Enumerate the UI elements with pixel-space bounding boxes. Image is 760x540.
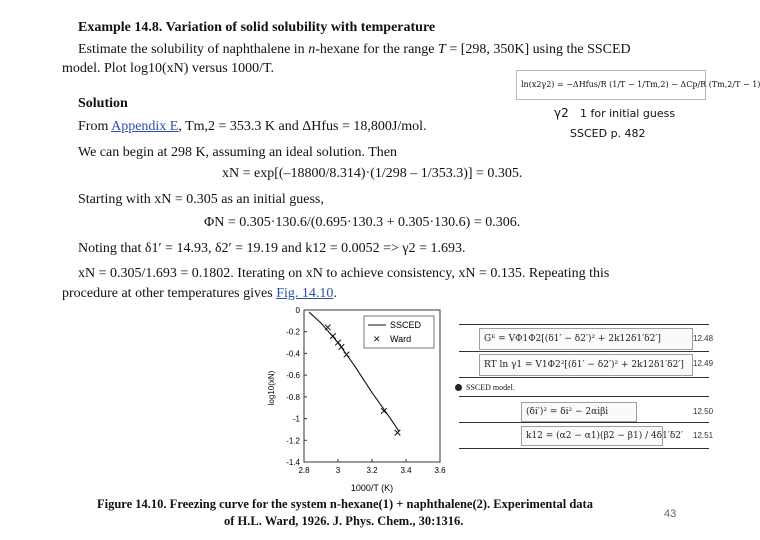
- x-tick-label: 3.6: [434, 466, 446, 475]
- legend-ssced-label: SSCED: [390, 320, 422, 330]
- phi-equation: ΦN = 0.305·130.6/(0.695·130.3 + 0.305·130.6) = 0.306.: [204, 215, 521, 230]
- from-text-a: From: [78, 119, 112, 134]
- solubility-equation-box: [516, 70, 760, 100]
- x-tick-label: 3: [335, 466, 341, 475]
- equation-12-48: Gᴱ = VΦ1Φ2[(δ1′ − δ2′)² + 2k12δ1′δ2′]: [479, 328, 693, 350]
- equation-number-12-48: 12.48: [693, 334, 714, 343]
- solution-heading: Solution: [78, 96, 128, 111]
- noting-line: Noting that δ1′ = 14.93, δ2′ = 19.19 and k12 = 0.0052 => γ2 = 1.693.: [78, 241, 466, 256]
- panel-rule-1: [459, 324, 709, 325]
- y-axis-label: log10(xN): [267, 370, 276, 406]
- y-tick-label: -1.2: [286, 436, 300, 446]
- ward-data-point: [339, 344, 345, 350]
- ssced-model-label: SSCED model.: [466, 382, 515, 392]
- begin-line: We can begin at 298 K, assuming an ideal solution. Then: [78, 145, 397, 160]
- from-line: [78, 118, 427, 136]
- task-text-e: = [298, 350K] using the SSCED: [445, 42, 631, 57]
- equation-number-12-51: 12.51: [693, 431, 714, 440]
- equation-number-12-50: 12.50: [693, 407, 714, 416]
- y-tick-label: -0.8: [286, 392, 300, 402]
- y-tick-label: -0.4: [286, 349, 300, 359]
- iteration-text-b: .: [333, 286, 337, 301]
- ideal-equation: xN = exp[(–18800/8.314)·(1/298 – 1/353.3)] = 0.305.: [222, 166, 523, 181]
- fig-14-10-link[interactable]: Fig. 14.10: [276, 286, 334, 301]
- iteration-text-a: procedure at other temperatures gives: [62, 286, 277, 301]
- x-tick-label: 3.4: [400, 466, 412, 475]
- iteration-line-2: [62, 285, 337, 303]
- iteration-line-1: xN = 0.305/1.693 = 0.1802. Iterating on xN to achieve consistency, xN = 0.135. Repeating this: [78, 266, 610, 281]
- task-text-t: T: [438, 42, 446, 57]
- y-tick-label: -0.2: [286, 327, 300, 337]
- ward-data-point: [335, 340, 341, 346]
- starting-line: Starting with xN = 0.305 as an initial guess,: [78, 192, 324, 207]
- panel-rule-6: [459, 448, 709, 449]
- x-axis-label: 1000/T (K): [350, 483, 394, 493]
- gamma-label: γ2: [554, 106, 569, 120]
- equation-12-49: RT ln γ1 = V1Φ2²[(δ1′ − δ2′)² + 2k12δ1′δ2′]: [479, 354, 693, 376]
- task-text-c: -hexane for the range: [315, 42, 439, 57]
- equation-number-12-49: 12.49: [693, 359, 714, 368]
- ssced-model-note: [455, 378, 525, 394]
- equations-panel: [455, 318, 715, 486]
- solubility-equation: ln(x2γ2) = −ΔHfus/R (1/T − 1/Tm,2) − ΔCp/R (Tm,2/T − 1): [521, 80, 760, 89]
- y-tick-label: -1.4: [286, 458, 300, 467]
- task-line-1: [78, 41, 631, 59]
- ward-data-point: [325, 325, 331, 331]
- panel-rule-2: [459, 351, 709, 352]
- page-number: 43: [664, 508, 677, 520]
- legend-ward-marker: ✕: [373, 334, 381, 344]
- from-text-b: , Tm,2 = 353.3 K and ΔHfus = 18,800J/mol.: [178, 119, 427, 134]
- panel-rule-4: [459, 396, 709, 397]
- note-bullet-icon: [455, 384, 462, 391]
- y-tick-label: -0.6: [286, 371, 300, 381]
- figure-caption-line-1: Figure 14.10. Freezing curve for the system n-hexane(1) + naphthalene(2). Experimental data: [97, 497, 593, 511]
- freezing-curve-chart: [262, 302, 447, 494]
- x-tick-label: 3.2: [366, 466, 378, 475]
- figure-caption-line-2: of H.L. Ward, 1926. J. Phys. Chem., 30:1316.: [224, 514, 464, 528]
- initial-guess-note: 1 for initial guess: [580, 107, 676, 120]
- example-title: Example 14.8. Variation of solid solubility with temperature: [78, 20, 436, 35]
- panel-rule-5: [459, 422, 709, 423]
- ward-data-point: [344, 352, 350, 358]
- task-text-a: Estimate the solubility of naphthalene in: [78, 42, 309, 57]
- task-line-2: model. Plot log10(xN) versus 1000/T.: [62, 61, 275, 76]
- ssced-page-ref: SSCED p. 482: [570, 127, 646, 140]
- legend-ward-label: Ward: [390, 334, 412, 344]
- appendix-e-link[interactable]: Appendix E: [111, 119, 179, 134]
- x-tick-label: 2.8: [298, 466, 310, 475]
- task-text-n: n: [308, 42, 316, 57]
- ward-data-point: [330, 333, 336, 339]
- y-tick-label: -1: [292, 414, 300, 424]
- equation-12-51: k12 = (α2 − α1)(β2 − β1) / 4δ1′δ2′: [521, 426, 663, 446]
- y-tick-label: 0: [295, 306, 300, 315]
- equation-12-50: (δi′)² = δi² − 2αiβi: [521, 402, 637, 422]
- ward-data-point: [395, 430, 401, 436]
